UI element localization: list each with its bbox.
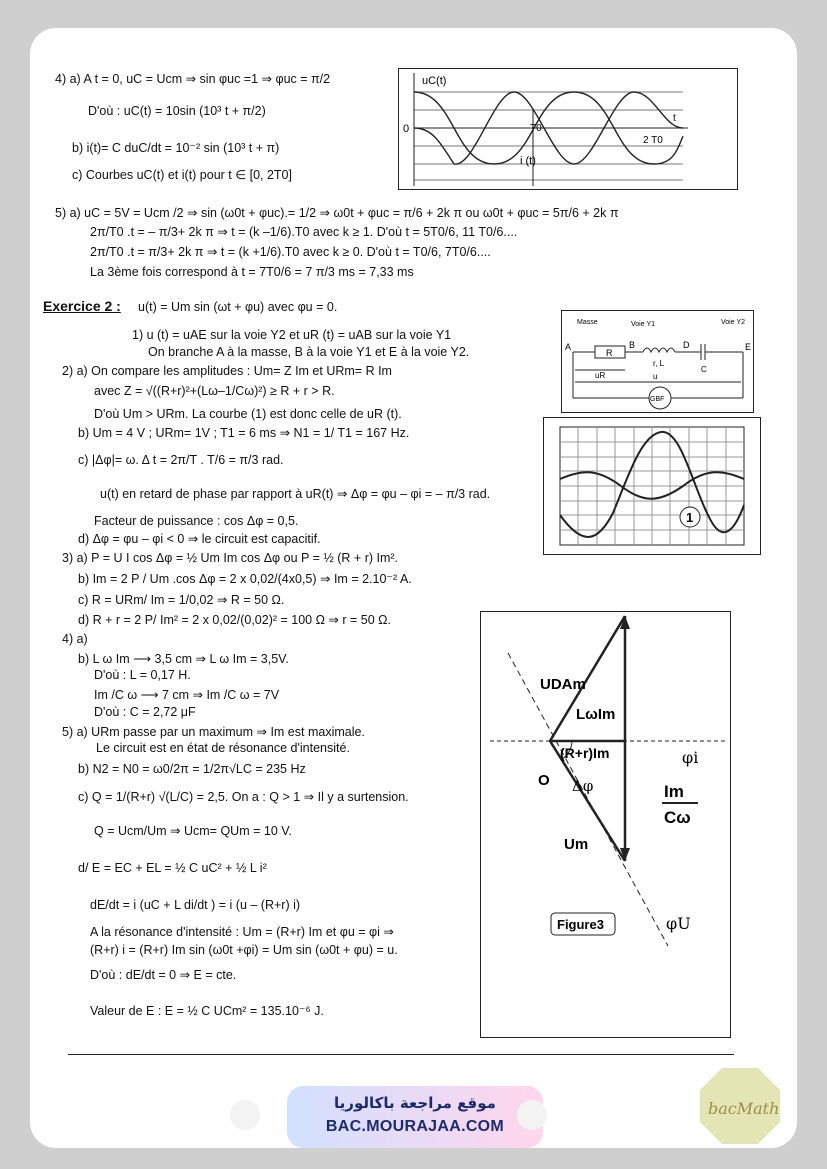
q5a-case2: 2π/T0 .t = π/3+ 2k π ⇒ t = (k +1/6).T0 avec k ≥ 0. D'où t = T0/6, 7T0/6.... — [90, 245, 491, 259]
T0-label: T0 — [530, 123, 542, 134]
e2-q2d-line: d) Δφ = φu – φi < 0 ⇒ le circuit est capacitif. — [78, 532, 321, 546]
q5a-line: 5) a) uC = 5V = Ucm /2 ⇒ sin (ω0t + φuc).= 1/2 ⇒ ω0t + φuc = π/6 + 2k π ou ω0t + φuc = 5π/6 + 2k π — [55, 206, 619, 220]
site-url[interactable]: BAC.MOURAJAA.COM — [325, 1118, 505, 1135]
2T0-label: 2 T0 — [643, 135, 663, 146]
e2-q2c-line: c) |Δφ|= ω. Δ t = 2π/T . T/6 = π/3 rad. — [78, 453, 284, 467]
e2-q5d-line: d/ E = EC + EL = ½ C uC² + ½ L i² — [78, 861, 267, 875]
Cw-label: Cω — [664, 808, 691, 827]
resistor-label: R — [606, 348, 613, 358]
e2-q5b-line: b) N2 = N0 = ω0/2π = 1/2π√LC = 235 Hz — [78, 762, 306, 776]
U-DAm-label: UDAm — [540, 676, 586, 693]
circuit-diagram — [561, 310, 754, 413]
origin-O-label: O — [538, 772, 550, 789]
uR-label: uR — [595, 371, 606, 380]
site-banner[interactable] — [287, 1086, 543, 1148]
bacmath-logo — [698, 1066, 782, 1146]
exercise2-statement: u(t) = Um sin (ωt + φu) avec φu = 0. — [138, 300, 338, 314]
node-D: D — [683, 340, 690, 350]
u-label: u — [653, 372, 658, 381]
e2-q3a-line: 3) a) P = U I cos Δφ = ½ Um Im cos Δφ ou P = ½ (R + r) Im². — [62, 551, 399, 565]
uc-label: uC(t) — [422, 75, 447, 87]
q5a-conclusion: La 3ème fois correspond à t = 7T0/6 = 7 π/3 ms = 7,33 ms — [90, 265, 414, 279]
origin-label: 0 — [403, 123, 410, 135]
e2-impedance: avec Z = √((R+r)²+(Lω–1/Cω)²) ≥ R + r > R. — [94, 384, 335, 398]
figure3-caption: Figure3 — [557, 917, 604, 932]
e2-energy-value: Valeur de E : E = ½ C UCm² = 135.10⁻⁶ J. — [90, 1004, 324, 1018]
e2-curve-identification: D'où Um > URm. La courbe (1) est donc celle de uR (t). — [94, 407, 402, 421]
e2-inductance: D'où : L = 0,17 H. — [94, 668, 191, 682]
i-label: i (t) — [520, 155, 536, 167]
document-sheet — [30, 28, 797, 1148]
node-B: B — [629, 340, 636, 350]
q4b-line: b) i(t)= C duC/dt = 10⁻² sin (10³ t + π) — [72, 141, 280, 155]
LwIm-label: LωIm — [576, 706, 616, 723]
exercise2-heading: Exercice 2 : — [43, 298, 121, 314]
uc-i-graph — [398, 68, 738, 190]
e2-q5c-line: c) Q = 1/(R+r) √(L/C) = 2,5. On a : Q > 1 ⇒ Il y a surtension. — [78, 790, 409, 804]
q5a-case1: 2π/T0 .t = – π/3+ 2k π ⇒ t = (k –1/6).T0 avec k ≥ 1. D'où t = 5T0/6, 11 T0/6.... — [90, 225, 518, 239]
gbf-label: GBF — [650, 396, 665, 403]
e2-overvoltage: Q = Ucm/Um ⇒ Ucm= QUm = 10 V. — [94, 824, 292, 838]
bacmath-wordmark: bacMath — [708, 1099, 780, 1118]
e2-capacitance: D'où : C = 2,72 μF — [94, 705, 196, 719]
phi-i-label: φi — [682, 748, 699, 767]
figure3-frame — [481, 612, 731, 1038]
footer-rule — [68, 1054, 734, 1055]
e2-phase-lag: u(t) en retard de phase par rapport à uR(t) ⇒ Δφ = φu – φi = – π/3 rad. — [100, 487, 491, 501]
e2-q4b-line: b) L ω Im ⟶ 3,5 cm ⇒ L ω Im = 3,5V. — [78, 652, 289, 666]
e2-q4a-line: 4) a) — [62, 632, 88, 646]
RrIm-label: (R+r)Im — [560, 745, 610, 761]
e2-q2b-line: b) Um = 4 V ; URm= 1V ; T1 = 6 ms ⇒ N1 = 1/ T1 = 167 Hz. — [78, 426, 410, 440]
e2-q1-line1: 1) u (t) = uAE sur la voie Y2 et uR (t) = uAB sur la voie Y1 — [132, 328, 452, 342]
e2-q3c-line: c) R = URm/ Im = 1/0,02 ⇒ R = 50 Ω. — [78, 593, 285, 607]
Im-label: Im — [664, 782, 684, 801]
e2-energy-derivative: dE/dt = i (uC + L di/dt ) = i (u – (R+r) i) — [90, 898, 301, 912]
q4c-line: c) Courbes uC(t) et i(t) pour t ∈ [0, 2T0] — [72, 168, 292, 182]
Um-label: Um — [564, 836, 589, 853]
node-A: A — [565, 342, 572, 352]
e2-q2a-line: 2) a) On compare les amplitudes : Um= Z Im et URm= R Im — [62, 364, 392, 378]
e2-energy-constant: D'où : dE/dt = 0 ⇒ E = cte. — [90, 968, 237, 982]
site-arabic-title: موقع مراجعة باكالوريا — [334, 1094, 496, 1112]
graph-frame — [399, 69, 738, 190]
voie1-label: Voie Y1 — [631, 321, 656, 328]
q4a-line: 4) a) A t = 0, uC = Ucm ⇒ sin φuc =1 ⇒ φuc = π/2 — [55, 72, 331, 86]
t-axis-label: t — [673, 113, 676, 124]
e2-q5a-line: 5) a) URm passe par un maximum ⇒ Im est maximale. — [62, 725, 365, 739]
oscilloscope-screen — [543, 417, 761, 555]
e2-resonance-condition: A la résonance d'intensité : Um = (R+r) Im et φu = φi ⇒ — [90, 925, 394, 939]
e2-resonance: Le circuit est en état de résonance d'intensité. — [96, 741, 350, 755]
fresnel-diagram — [480, 611, 731, 1038]
e2-q1-line2: On branche A à la masse, B à la voie Y1 et E à la voie Y2. — [148, 345, 470, 359]
uc-expression: D'où : uC(t) = 10sin (10³ t + π/2) — [88, 104, 266, 118]
masse-label: Masse — [577, 319, 598, 326]
phi-u-label: φU — [666, 914, 691, 933]
e2-q3d-line: d) R + r = 2 P/ Im² = 2 x 0,02/(0,02)² = 100 Ω ⇒ r = 50 Ω. — [78, 613, 391, 627]
voie2-label: Voie Y2 — [721, 319, 746, 326]
e2-current-expression: (R+r) i = (R+r) Im sin (ω0t +φi) = Um sin (ω0t + φu) = u. — [90, 943, 398, 957]
right-logo-icon — [517, 1100, 547, 1130]
e2-capacitive-voltage: Im /C ω ⟶ 7 cm ⇒ Im /C ω = 7V — [94, 688, 280, 702]
capacitor-label: C — [701, 365, 707, 374]
curve-1-label: 1 — [686, 510, 694, 525]
dphi-label: Δφ — [572, 777, 594, 795]
e2-power-factor: Facteur de puissance : cos Δφ = 0,5. — [94, 514, 299, 528]
e2-q3b-line: b) Im = 2 P / Um .cos Δφ = 2 x 0,02/(4x0,5) ⇒ Im = 2.10⁻² A. — [78, 572, 412, 586]
node-E: E — [745, 342, 752, 352]
coil-label: r, L — [653, 359, 665, 368]
left-logo-icon — [230, 1100, 260, 1130]
